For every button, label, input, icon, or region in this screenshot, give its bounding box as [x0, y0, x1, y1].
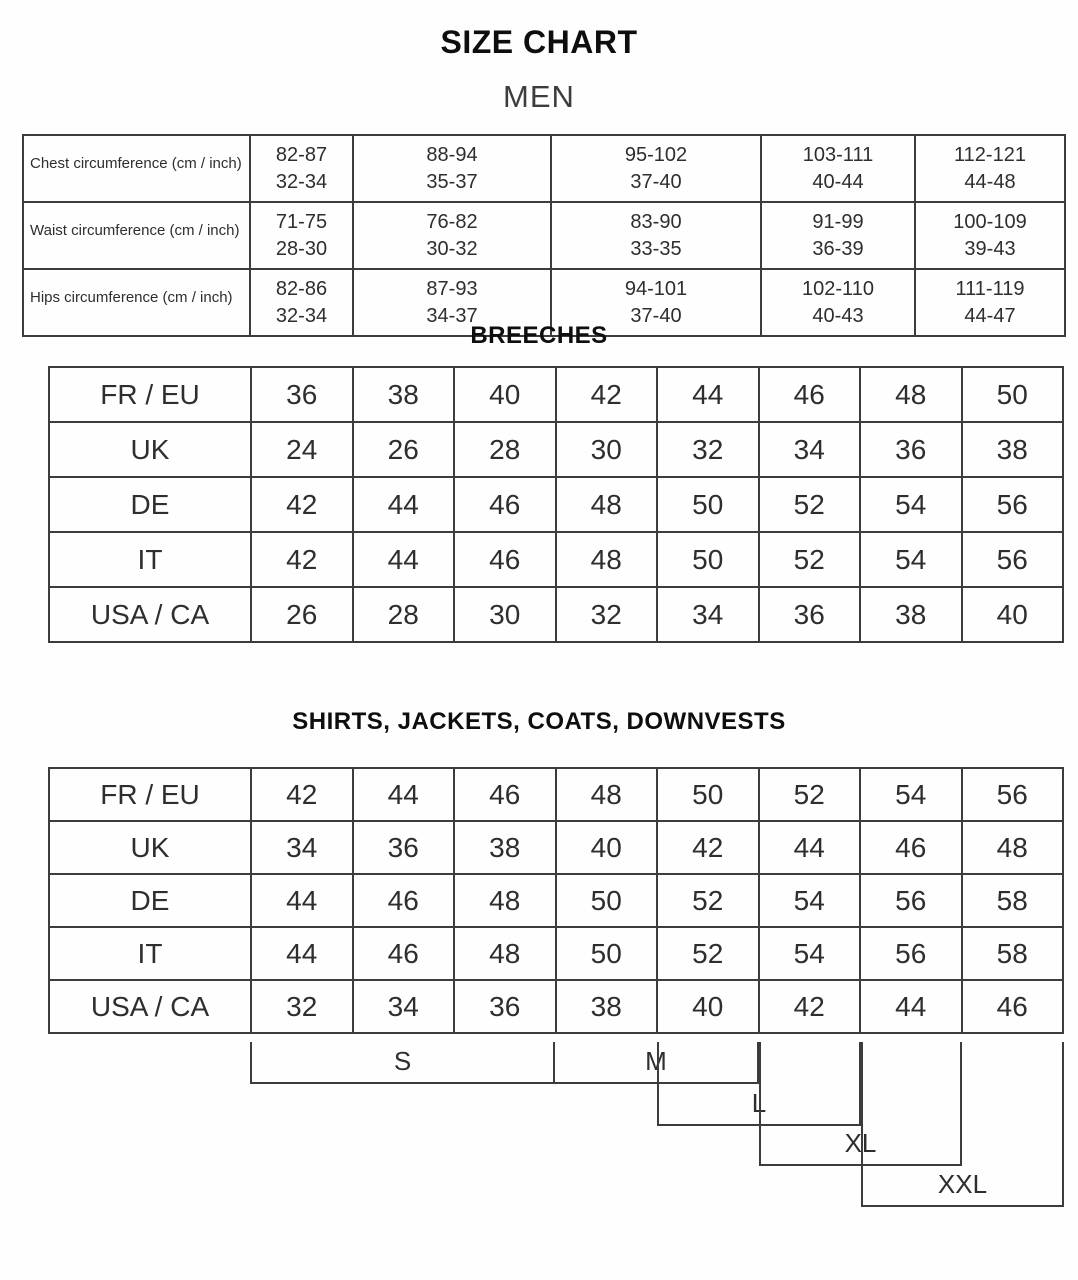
measurements_table-cell	[551, 202, 761, 269]
measurements_table-cell	[915, 135, 1065, 202]
measurements_table-cell	[551, 135, 761, 202]
shirts_table-cell: 50	[556, 874, 658, 927]
breeches_table-cell: 44	[657, 367, 759, 422]
shirts_table-cell: 42	[657, 821, 759, 874]
cell-line: 37-40	[630, 170, 682, 193]
breeches_table-cell: 28	[353, 587, 455, 642]
table-row	[49, 980, 1063, 1033]
breeches_table-cell: 36	[860, 422, 962, 477]
cell-line: 111-119	[955, 277, 1025, 300]
measurements_table-row-label: Waist circumference (cm / inch)	[23, 202, 250, 269]
cell-line: 35-37	[426, 170, 478, 193]
breeches_table-cell: 50	[657, 477, 759, 532]
measurements_table-row-label: Chest circumference (cm / inch)	[23, 135, 250, 202]
shirts_table-cell: 52	[657, 874, 759, 927]
table-row	[49, 367, 1063, 422]
breeches_table-cell: 52	[759, 477, 861, 532]
shirts_table-cell: 58	[962, 874, 1064, 927]
table-row	[49, 821, 1063, 874]
table-row	[49, 874, 1063, 927]
breeches_table-cell: 42	[556, 367, 658, 422]
breeches_table-cell: 46	[454, 532, 556, 587]
shirts_table-cell: 42	[759, 980, 861, 1033]
breeches_table-cell: 36	[759, 587, 861, 642]
shirts_table-cell: 52	[657, 927, 759, 980]
breeches_table-row-label: USA / CA	[49, 587, 251, 642]
shirts_table-cell: 48	[454, 927, 556, 980]
shirts_table-cell: 56	[860, 927, 962, 980]
breeches_table-cell: 56	[962, 532, 1064, 587]
cell-line: 44-48	[964, 170, 1016, 193]
breeches_table-row-label: DE	[49, 477, 251, 532]
breeches_table-cell: 48	[556, 477, 658, 532]
breeches_table-cell: 40	[454, 367, 556, 422]
cell-line: 40-44	[812, 170, 864, 193]
shirts_table-cell: 48	[454, 874, 556, 927]
size-label-xl: XL	[844, 1128, 877, 1158]
cell-line: 95-102	[624, 143, 688, 166]
page-subtitle: MEN	[503, 79, 575, 114]
breeches_table-row-label: UK	[49, 422, 251, 477]
shirts_table-cell: 36	[454, 980, 556, 1033]
shirts_table-cell: 34	[353, 980, 455, 1033]
shirts_table-row-label: IT	[49, 927, 251, 980]
shirts_table-cell: 44	[353, 768, 455, 821]
cell-line: 83-90	[630, 210, 682, 233]
breeches-table	[48, 366, 1064, 643]
cell-line: 100-109	[953, 210, 1027, 233]
table-row	[23, 202, 1065, 269]
shirts_table-cell: 48	[962, 821, 1064, 874]
breeches_table-cell: 44	[353, 477, 455, 532]
shirts_table-cell: 58	[962, 927, 1064, 980]
table-row	[49, 768, 1063, 821]
measurements_table-cell	[761, 135, 915, 202]
cell-line: 40-43	[812, 304, 864, 327]
shirts_table-cell: 46	[353, 927, 455, 980]
shirts_table-cell: 44	[251, 874, 353, 927]
cell-line: 71-75	[275, 210, 328, 233]
breeches_table-cell: 34	[759, 422, 861, 477]
shirts_table-cell: 40	[556, 821, 658, 874]
size-label-l: L	[751, 1088, 767, 1118]
size-bracket-s	[250, 1042, 555, 1084]
breeches_table-cell: 50	[962, 367, 1064, 422]
size-label-xxl: XXL	[937, 1169, 988, 1199]
table-row	[23, 135, 1065, 202]
shirts_table-cell: 54	[759, 874, 861, 927]
breeches_table-cell: 26	[353, 422, 455, 477]
breeches_table-cell: 34	[657, 587, 759, 642]
shirts_table-cell: 38	[556, 980, 658, 1033]
measurements_table-cell	[353, 202, 551, 269]
breeches_table-cell: 52	[759, 532, 861, 587]
breeches_table-cell: 32	[657, 422, 759, 477]
breeches_table-cell: 30	[454, 587, 556, 642]
shirts_table-row-label: UK	[49, 821, 251, 874]
shirts_table-cell: 42	[251, 768, 353, 821]
table-row	[49, 587, 1063, 642]
shirts_table-cell: 50	[556, 927, 658, 980]
cell-line: 33-35	[630, 237, 682, 260]
breeches_table-row-label: IT	[49, 532, 251, 587]
breeches_table-cell: 40	[962, 587, 1064, 642]
shirts_table-cell: 48	[556, 768, 658, 821]
cell-line: 39-43	[964, 237, 1016, 260]
breeches_table-cell: 32	[556, 587, 658, 642]
shirts_table-cell: 52	[759, 768, 861, 821]
shirts_table-cell: 56	[962, 768, 1064, 821]
page-title: SIZE CHART	[440, 24, 638, 60]
table-row	[49, 422, 1063, 477]
breeches_table-cell: 46	[759, 367, 861, 422]
shirts_table-cell: 44	[759, 821, 861, 874]
shirts_table-row-label: DE	[49, 874, 251, 927]
measurements_table-cell	[353, 135, 551, 202]
cell-line: 88-94	[426, 143, 478, 166]
cell-line: 32-34	[275, 170, 328, 193]
shirts_table-cell: 56	[860, 874, 962, 927]
cell-line: 94-101	[624, 277, 688, 300]
measurements_table-cell	[250, 202, 353, 269]
breeches_table-cell: 54	[860, 477, 962, 532]
breeches_table-cell: 48	[556, 532, 658, 587]
shirts_table-cell: 46	[860, 821, 962, 874]
breeches-heading: BREECHES	[470, 322, 608, 349]
shirts_table-cell: 50	[657, 768, 759, 821]
breeches_table-cell: 56	[962, 477, 1064, 532]
shirts-table	[48, 767, 1064, 1034]
shirts_table-cell: 46	[962, 980, 1064, 1033]
cell-line: 82-86	[275, 277, 328, 300]
table-row	[49, 532, 1063, 587]
breeches_table-cell: 42	[251, 532, 353, 587]
breeches_table-cell: 50	[657, 532, 759, 587]
size-label-s: S	[393, 1046, 412, 1076]
cell-line: 44-47	[964, 304, 1016, 327]
measurements_table-row-label: Hips circumference (cm / inch)	[23, 269, 250, 336]
cell-line: 112-121	[954, 143, 1026, 166]
cell-line: 32-34	[275, 304, 328, 327]
cell-line: 34-37	[426, 304, 478, 327]
cell-line: 28-30	[275, 237, 328, 260]
shirts_table-row-label: USA / CA	[49, 980, 251, 1033]
cell-line: 103-111	[802, 143, 874, 166]
cell-line: 87-93	[426, 277, 478, 300]
shirts_table-row-label: FR / EU	[49, 768, 251, 821]
breeches_table-cell: 44	[353, 532, 455, 587]
shirts_table-cell: 36	[353, 821, 455, 874]
shirts-heading: SHIRTS, JACKETS, COATS, DOWNVESTS	[292, 708, 786, 735]
shirts_table-cell: 38	[454, 821, 556, 874]
breeches_table-cell: 38	[962, 422, 1064, 477]
breeches_table-cell: 28	[454, 422, 556, 477]
cell-line: 102-110	[802, 277, 874, 300]
breeches_table-row-label: FR / EU	[49, 367, 251, 422]
cell-line: 36-39	[812, 237, 864, 260]
cell-line: 76-82	[426, 210, 478, 233]
breeches_table-cell: 38	[860, 587, 962, 642]
shirts_table-cell: 32	[251, 980, 353, 1033]
breeches_table-cell: 26	[251, 587, 353, 642]
breeches_table-cell: 30	[556, 422, 658, 477]
shirts_table-cell: 34	[251, 821, 353, 874]
breeches_table-cell: 24	[251, 422, 353, 477]
breeches_table-cell: 38	[353, 367, 455, 422]
shirts_table-cell: 44	[860, 980, 962, 1033]
shirts_table-cell: 54	[759, 927, 861, 980]
breeches_table-cell: 36	[251, 367, 353, 422]
table-row	[49, 477, 1063, 532]
cell-line: 30-32	[426, 237, 478, 260]
size-label-m: M	[645, 1046, 667, 1076]
shirts_table-cell: 44	[251, 927, 353, 980]
cell-line: 37-40	[630, 304, 682, 327]
shirts_table-cell: 54	[860, 768, 962, 821]
breeches_table-cell: 48	[860, 367, 962, 422]
cell-line: 82-87	[275, 143, 328, 166]
size-bracket-xxl	[861, 1042, 1064, 1207]
measurements_table-cell	[915, 202, 1065, 269]
measurements-table	[22, 134, 1066, 337]
measurements_table-cell	[761, 202, 915, 269]
measurements_table-cell	[250, 135, 353, 202]
cell-line: 91-99	[812, 210, 864, 233]
breeches_table-cell: 54	[860, 532, 962, 587]
breeches_table-cell: 42	[251, 477, 353, 532]
shirts_table-cell: 46	[454, 768, 556, 821]
shirts_table-cell: 40	[657, 980, 759, 1033]
breeches_table-cell: 46	[454, 477, 556, 532]
shirts_table-cell: 46	[353, 874, 455, 927]
table-row	[49, 927, 1063, 980]
